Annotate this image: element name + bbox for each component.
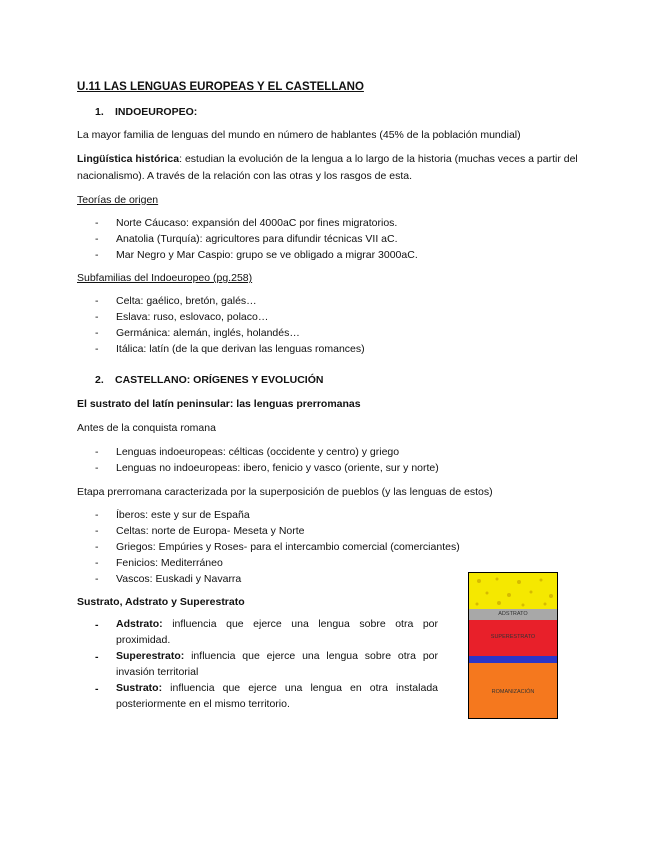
bullet-dash: - (95, 446, 99, 458)
origin-heading: Teorías de origen (77, 194, 159, 206)
list-item: Lenguas no indoeuropeas: ibero, fenicio y vasco (oriente, sur y norte) (116, 462, 439, 474)
list-item: Celtas: norte de Europa- Meseta y Norte (116, 525, 305, 537)
bullet-dash: - (95, 509, 99, 521)
subfamilies-heading: Subfamilias del Indoeuropeo (pg.258) (77, 272, 253, 284)
bullet-dash: - (95, 311, 99, 323)
strata-definition: influencia que ejerce una lengua en otra instalada posteriormente en el mismo territorio. (116, 682, 438, 710)
strata-heading: Sustrato, Adstrato y Superestrato (77, 596, 245, 608)
section1-heading (95, 106, 197, 118)
adstrato-layer (469, 609, 557, 620)
bullet-dash: - (95, 343, 99, 355)
list-item: Lenguas indoeuropeas: célticas (occidente y centro) y griego (116, 446, 400, 458)
bullet-dash: - (95, 573, 99, 585)
section1-intro: La mayor familia de lenguas del mundo en número de hablantes (45% de la población mundial) (77, 129, 521, 141)
substrate-heading: El sustrato del latín peninsular: las lenguas prerromanas (77, 398, 361, 410)
list-item: Germánica: alemán, inglés, holandés… (116, 327, 300, 339)
blue-layer (469, 656, 557, 663)
bullet-dash: - (95, 557, 99, 569)
section-heading-text: INDOEUROPEO: (115, 106, 198, 118)
bullet-dash: - (95, 295, 99, 307)
historical-text: : estudian la evolución de la lengua a lo largo de la historia (muchas veces a partir del nacionalismo). A través de la relación con las otras y los rasgos de esta. (77, 153, 578, 182)
superestrato-layer (469, 620, 557, 656)
historical-term: Lingüística histórica (77, 153, 180, 165)
strata-definition: influencia que ejerce una lengua sobre otra por invasión territorial (116, 650, 438, 678)
list-item: Anatolia (Turquía): agricultores para difundir técnicas VII aC. (116, 233, 398, 245)
bullet-dash: - (95, 327, 99, 339)
bullet-dash: - (95, 651, 99, 663)
bullet-dash: - (95, 233, 99, 245)
romanizacion-layer (469, 663, 557, 719)
section-number: 1. (95, 106, 104, 118)
list-item: Fenicios: Mediterráneo (116, 557, 223, 569)
dots-pattern (469, 573, 558, 609)
strata-item-adstrato (116, 616, 438, 648)
bullet-dash: - (95, 683, 99, 695)
strata-definition: influencia que ejerce una lengua sobre otra por proximidad. (116, 618, 438, 646)
section-number: 2. (95, 374, 104, 386)
stage-text: Etapa prerromana caracterizada por la superposición de pueblos (y las lenguas de estos) (77, 486, 493, 498)
bullet-dash: - (95, 619, 99, 631)
strata-term: Superestrato: (116, 650, 185, 662)
strata-term: Sustrato: (116, 682, 163, 694)
section-heading-text: CASTELLANO: ORÍGENES Y EVOLUCIÓN (115, 374, 324, 386)
bullet-dash: - (95, 217, 99, 229)
historical-paragraph (77, 151, 582, 185)
bullet-dash: - (95, 462, 99, 474)
bullet-dash: - (95, 249, 99, 261)
list-item: Celta: gaélico, bretón, galés… (116, 295, 257, 307)
list-item: Íberos: este y sur de España (116, 509, 250, 521)
list-item: Itálica: latín (de la que derivan las lenguas romances) (116, 343, 365, 355)
figure-label-romanizacion: ROMANIZACIÓN (491, 689, 535, 695)
document-title: U.11 LAS LENGUAS EUROPEAS Y EL CASTELLANO (77, 81, 364, 93)
list-item: Norte Cáucaso: expansión del 4000aC por fines migratorios. (116, 217, 398, 229)
strata-figure (468, 572, 558, 719)
before-rome: Antes de la conquista romana (77, 422, 216, 434)
list-item: Eslava: ruso, eslovaco, polaco… (116, 311, 269, 323)
list-item: Griegos: Empúries y Roses- para el intercambio comercial (comerciantes) (116, 541, 460, 553)
bullet-dash: - (95, 525, 99, 537)
figure-label-adstrato: ADSTRATO (498, 611, 528, 617)
substrate-layer-yellow (469, 573, 557, 609)
strata-item-superestrato (116, 648, 438, 680)
strata-item-sustrato (116, 680, 438, 712)
section2-heading (95, 374, 323, 386)
list-item: Mar Negro y Mar Caspio: grupo se ve obligado a migrar 3000aC. (116, 249, 418, 261)
figure-label-superestrato: SUPERESTRATO (490, 634, 536, 640)
bullet-dash: - (95, 541, 99, 553)
list-item: Vascos: Euskadi y Navarra (116, 573, 242, 585)
strata-term: Adstrato: (116, 618, 163, 630)
